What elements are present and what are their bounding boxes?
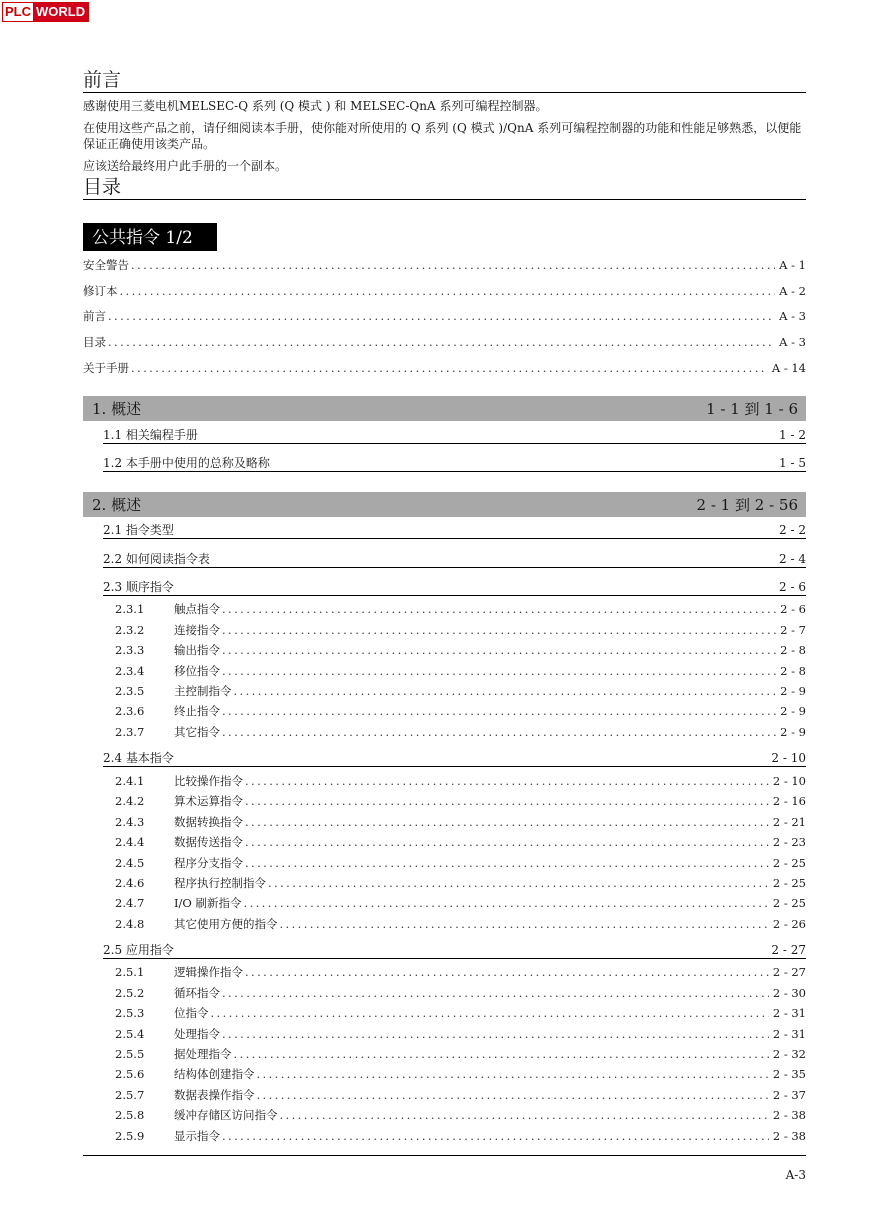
toc-subsection[interactable] bbox=[115, 814, 806, 830]
toc-subsection[interactable] bbox=[115, 683, 806, 699]
leader-dots bbox=[222, 642, 776, 658]
leader-dots bbox=[244, 895, 769, 911]
toc-page: 2 - 6 bbox=[780, 602, 806, 616]
toc-section-2-1[interactable] bbox=[103, 520, 806, 539]
toc-number: 2.4.4 bbox=[115, 835, 145, 849]
leader-dots bbox=[245, 814, 769, 830]
toc-label: 触点指令 bbox=[174, 602, 220, 616]
toc-section-2-3[interactable] bbox=[103, 577, 806, 596]
section-label: 1.1 相关编程手册 bbox=[103, 428, 198, 442]
leader-dots bbox=[131, 257, 775, 273]
section-page: 2 - 27 bbox=[771, 943, 806, 957]
toc-number: 2.5.7 bbox=[115, 1088, 145, 1102]
toc-label: 输出指令 bbox=[174, 643, 220, 657]
toc-page: 2 - 35 bbox=[772, 1067, 806, 1081]
leader-dots bbox=[222, 724, 776, 740]
toc-page: 2 - 16 bbox=[772, 794, 806, 808]
toc-front-item[interactable] bbox=[83, 257, 806, 273]
toc-label: 终止指令 bbox=[174, 704, 220, 718]
part-title-banner: 公共指令 1/2 bbox=[83, 223, 217, 251]
leader-dots bbox=[234, 683, 777, 699]
toc-number: 2.4.1 bbox=[115, 774, 145, 788]
toc-subsection[interactable] bbox=[115, 1087, 806, 1103]
section-label: 1.2 本手册中使用的总称及略称 bbox=[103, 456, 270, 470]
toc-front-item[interactable] bbox=[83, 360, 806, 376]
toc-front-item[interactable] bbox=[83, 283, 806, 299]
leader-dots bbox=[222, 601, 776, 617]
toc-label: 程序执行控制指令 bbox=[174, 876, 266, 890]
preface-paragraph-1: 感谢使用三菱电机MELSEC-Q 系列 (Q 模式 ) 和 MELSEC-QnA 系列可编程控制器。 bbox=[83, 99, 548, 113]
toc-number: 2.3.7 bbox=[115, 725, 145, 739]
toc-label: 处理指令 bbox=[174, 1027, 220, 1041]
leader-dots bbox=[222, 1128, 769, 1144]
toc-subsection[interactable] bbox=[115, 793, 806, 809]
leader-dots bbox=[280, 916, 769, 932]
chapter-page-range: 2 - 1 到 2 - 56 bbox=[696, 496, 798, 514]
toc-subsection[interactable] bbox=[115, 875, 806, 891]
toc-page: 2 - 32 bbox=[772, 1047, 806, 1061]
toc-page: A - 3 bbox=[779, 335, 806, 349]
chapter-1-header[interactable] bbox=[83, 396, 806, 421]
leader-dots bbox=[245, 834, 769, 850]
toc-page: A - 3 bbox=[779, 309, 806, 323]
chapter-title: 2. 概述 bbox=[92, 496, 142, 514]
toc-subsection[interactable] bbox=[115, 985, 806, 1001]
toc-number: 2.4.7 bbox=[115, 896, 145, 910]
section-page: 2 - 2 bbox=[779, 523, 806, 537]
toc-page: 2 - 31 bbox=[772, 1006, 806, 1020]
toc-page: 2 - 38 bbox=[772, 1129, 806, 1143]
toc-label: 数据传送指令 bbox=[174, 835, 243, 849]
toc-label: 结构体创建指令 bbox=[174, 1067, 255, 1081]
toc-section-2-4[interactable] bbox=[103, 748, 806, 767]
chapter-page-range: 1 - 1 到 1 - 6 bbox=[706, 400, 798, 418]
toc-label: 程序分支指令 bbox=[174, 856, 243, 870]
toc-page: A - 1 bbox=[779, 258, 806, 272]
toc-number: 2.4.2 bbox=[115, 794, 145, 808]
contents-heading: 目录 bbox=[83, 175, 806, 200]
section-label: 2.5 应用指令 bbox=[103, 943, 174, 957]
toc-section-1-1[interactable] bbox=[103, 425, 806, 444]
toc-number: 2.5.6 bbox=[115, 1067, 145, 1081]
page-number: A-3 bbox=[785, 1168, 806, 1182]
section-label: 2.2 如何阅读指令表 bbox=[103, 552, 210, 566]
toc-subsection[interactable] bbox=[115, 1128, 806, 1144]
toc-label: 显示指令 bbox=[174, 1129, 220, 1143]
toc-number: 2.3.2 bbox=[115, 623, 145, 637]
section-label: 2.3 顺序指令 bbox=[103, 580, 174, 594]
section-page: 2 - 4 bbox=[779, 552, 806, 566]
leader-dots bbox=[222, 985, 769, 1001]
toc-page: 2 - 26 bbox=[772, 917, 806, 931]
toc-number: 2.5.3 bbox=[115, 1006, 145, 1020]
toc-subsection[interactable] bbox=[115, 855, 806, 871]
section-page: 1 - 2 bbox=[779, 428, 806, 442]
toc-section-2-2[interactable] bbox=[103, 549, 806, 568]
leader-dots bbox=[211, 1005, 769, 1021]
toc-page: 2 - 8 bbox=[780, 643, 806, 657]
leader-dots bbox=[245, 773, 769, 789]
toc-label: 目录 bbox=[83, 335, 106, 349]
toc-subsection[interactable] bbox=[115, 724, 806, 740]
section-page: 1 - 5 bbox=[779, 456, 806, 470]
toc-page: 2 - 25 bbox=[772, 876, 806, 890]
toc-number: 2.4.6 bbox=[115, 876, 145, 890]
leader-dots bbox=[222, 663, 776, 679]
leader-dots bbox=[222, 703, 776, 719]
toc-label: 比较操作指令 bbox=[174, 774, 243, 788]
toc-label: I/O 刷新指令 bbox=[174, 896, 242, 910]
leader-dots bbox=[131, 360, 768, 376]
toc-label: 关于手册 bbox=[83, 361, 129, 375]
toc-page: 2 - 9 bbox=[780, 704, 806, 718]
toc-page: 2 - 8 bbox=[780, 664, 806, 678]
leader-dots bbox=[280, 1107, 769, 1123]
footer-rule bbox=[83, 1155, 806, 1156]
toc-label: 修订本 bbox=[83, 284, 118, 298]
toc-page: 2 - 10 bbox=[772, 774, 806, 788]
leader-dots bbox=[268, 875, 769, 891]
toc-page: 2 - 7 bbox=[780, 623, 806, 637]
section-page: 2 - 6 bbox=[779, 580, 806, 594]
toc-number: 2.5.9 bbox=[115, 1129, 145, 1143]
toc-front-item[interactable] bbox=[83, 308, 806, 324]
toc-number: 2.5.4 bbox=[115, 1027, 145, 1041]
toc-subsection[interactable] bbox=[115, 1066, 806, 1082]
leader-dots bbox=[245, 964, 769, 980]
toc-number: 2.5.1 bbox=[115, 965, 145, 979]
preface-paragraph-3: 应该送给最终用户此手册的一个副本。 bbox=[83, 159, 288, 173]
toc-page: A - 14 bbox=[771, 361, 806, 375]
toc-label: 数据转换指令 bbox=[174, 815, 243, 829]
toc-label: 算术运算指令 bbox=[174, 794, 243, 808]
toc-page: 2 - 9 bbox=[780, 725, 806, 739]
toc-subsection[interactable] bbox=[115, 601, 806, 617]
section-page: 2 - 10 bbox=[771, 751, 806, 765]
chapter-2-header[interactable] bbox=[83, 492, 806, 517]
toc-label: 缓冲存储区访问指令 bbox=[174, 1108, 278, 1122]
toc-subsection[interactable] bbox=[115, 663, 806, 679]
toc-number: 2.3.5 bbox=[115, 684, 145, 698]
section-label: 2.4 基本指令 bbox=[103, 751, 174, 765]
toc-subsection[interactable] bbox=[115, 773, 806, 789]
toc-label: 其它指令 bbox=[174, 725, 220, 739]
toc-number: 2.3.4 bbox=[115, 664, 145, 678]
toc-front-item[interactable] bbox=[83, 334, 806, 350]
toc-number: 2.5.5 bbox=[115, 1047, 145, 1061]
leader-dots bbox=[245, 855, 769, 871]
toc-number: 2.3.6 bbox=[115, 704, 145, 718]
leader-dots bbox=[234, 1046, 769, 1062]
toc-subsection[interactable] bbox=[115, 916, 806, 932]
toc-page: 2 - 30 bbox=[772, 986, 806, 1000]
toc-number: 2.5.8 bbox=[115, 1108, 145, 1122]
section-label: 2.1 指令类型 bbox=[103, 523, 174, 537]
preface-heading: 前言 bbox=[83, 68, 806, 93]
toc-label: 据处理指令 bbox=[174, 1047, 232, 1061]
toc-subsection[interactable] bbox=[115, 1046, 806, 1062]
leader-dots bbox=[108, 308, 775, 324]
logo-world: WORLD bbox=[33, 3, 88, 21]
leader-dots bbox=[257, 1066, 769, 1082]
toc-subsection[interactable] bbox=[115, 1005, 806, 1021]
toc-subsection[interactable] bbox=[115, 895, 806, 911]
leader-dots bbox=[222, 1026, 769, 1042]
leader-dots bbox=[120, 283, 776, 299]
toc-page: 2 - 25 bbox=[772, 896, 806, 910]
leader-dots bbox=[245, 793, 769, 809]
chapter-title: 1. 概述 bbox=[92, 400, 142, 418]
leader-dots bbox=[257, 1087, 769, 1103]
toc-label: 主控制指令 bbox=[174, 684, 232, 698]
toc-label: 位指令 bbox=[174, 1006, 209, 1020]
toc-label: 循环指令 bbox=[174, 986, 220, 1000]
toc-number: 2.4.3 bbox=[115, 815, 145, 829]
toc-label: 数据表操作指令 bbox=[174, 1088, 255, 1102]
toc-page: 2 - 27 bbox=[772, 965, 806, 979]
toc-section-2-5[interactable] bbox=[103, 940, 806, 959]
toc-label: 安全警告 bbox=[83, 258, 129, 272]
toc-subsection[interactable] bbox=[115, 622, 806, 638]
leader-dots bbox=[222, 622, 776, 638]
toc-page: 2 - 21 bbox=[772, 815, 806, 829]
logo-plc: PLC bbox=[5, 4, 31, 19]
toc-section-1-2[interactable] bbox=[103, 453, 806, 472]
toc-number: 2.5.2 bbox=[115, 986, 145, 1000]
toc-subsection[interactable] bbox=[115, 1107, 806, 1123]
preface-paragraph-2: 在使用这些产品之前，请仔细阅读本手册，使你能对所使用的 Q 系列 (Q 模式 )/QnA 系列可编程控制器的功能和性能足够熟悉，以便能保证正确使用该类产品。 bbox=[83, 121, 802, 151]
toc-label: 逻辑操作指令 bbox=[174, 965, 243, 979]
toc-subsection[interactable] bbox=[115, 1026, 806, 1042]
toc-page: 2 - 25 bbox=[772, 856, 806, 870]
toc-label: 移位指令 bbox=[174, 664, 220, 678]
leader-dots bbox=[108, 334, 775, 350]
toc-subsection[interactable] bbox=[115, 703, 806, 719]
toc-subsection[interactable] bbox=[115, 642, 806, 658]
plcworld-logo bbox=[2, 2, 89, 22]
toc-number: 2.4.8 bbox=[115, 917, 145, 931]
toc-label: 其它使用方便的指令 bbox=[174, 917, 278, 931]
toc-number: 2.3.3 bbox=[115, 643, 145, 657]
toc-page: A - 2 bbox=[779, 284, 806, 298]
toc-number: 2.3.1 bbox=[115, 602, 145, 616]
toc-page: 2 - 37 bbox=[772, 1088, 806, 1102]
toc-number: 2.4.5 bbox=[115, 856, 145, 870]
toc-subsection[interactable] bbox=[115, 834, 806, 850]
toc-label: 前言 bbox=[83, 309, 106, 323]
toc-page: 2 - 38 bbox=[772, 1108, 806, 1122]
toc-label: 连接指令 bbox=[174, 623, 220, 637]
toc-page: 2 - 9 bbox=[780, 684, 806, 698]
toc-page: 2 - 31 bbox=[772, 1027, 806, 1041]
toc-page: 2 - 23 bbox=[772, 835, 806, 849]
toc-subsection[interactable] bbox=[115, 964, 806, 980]
